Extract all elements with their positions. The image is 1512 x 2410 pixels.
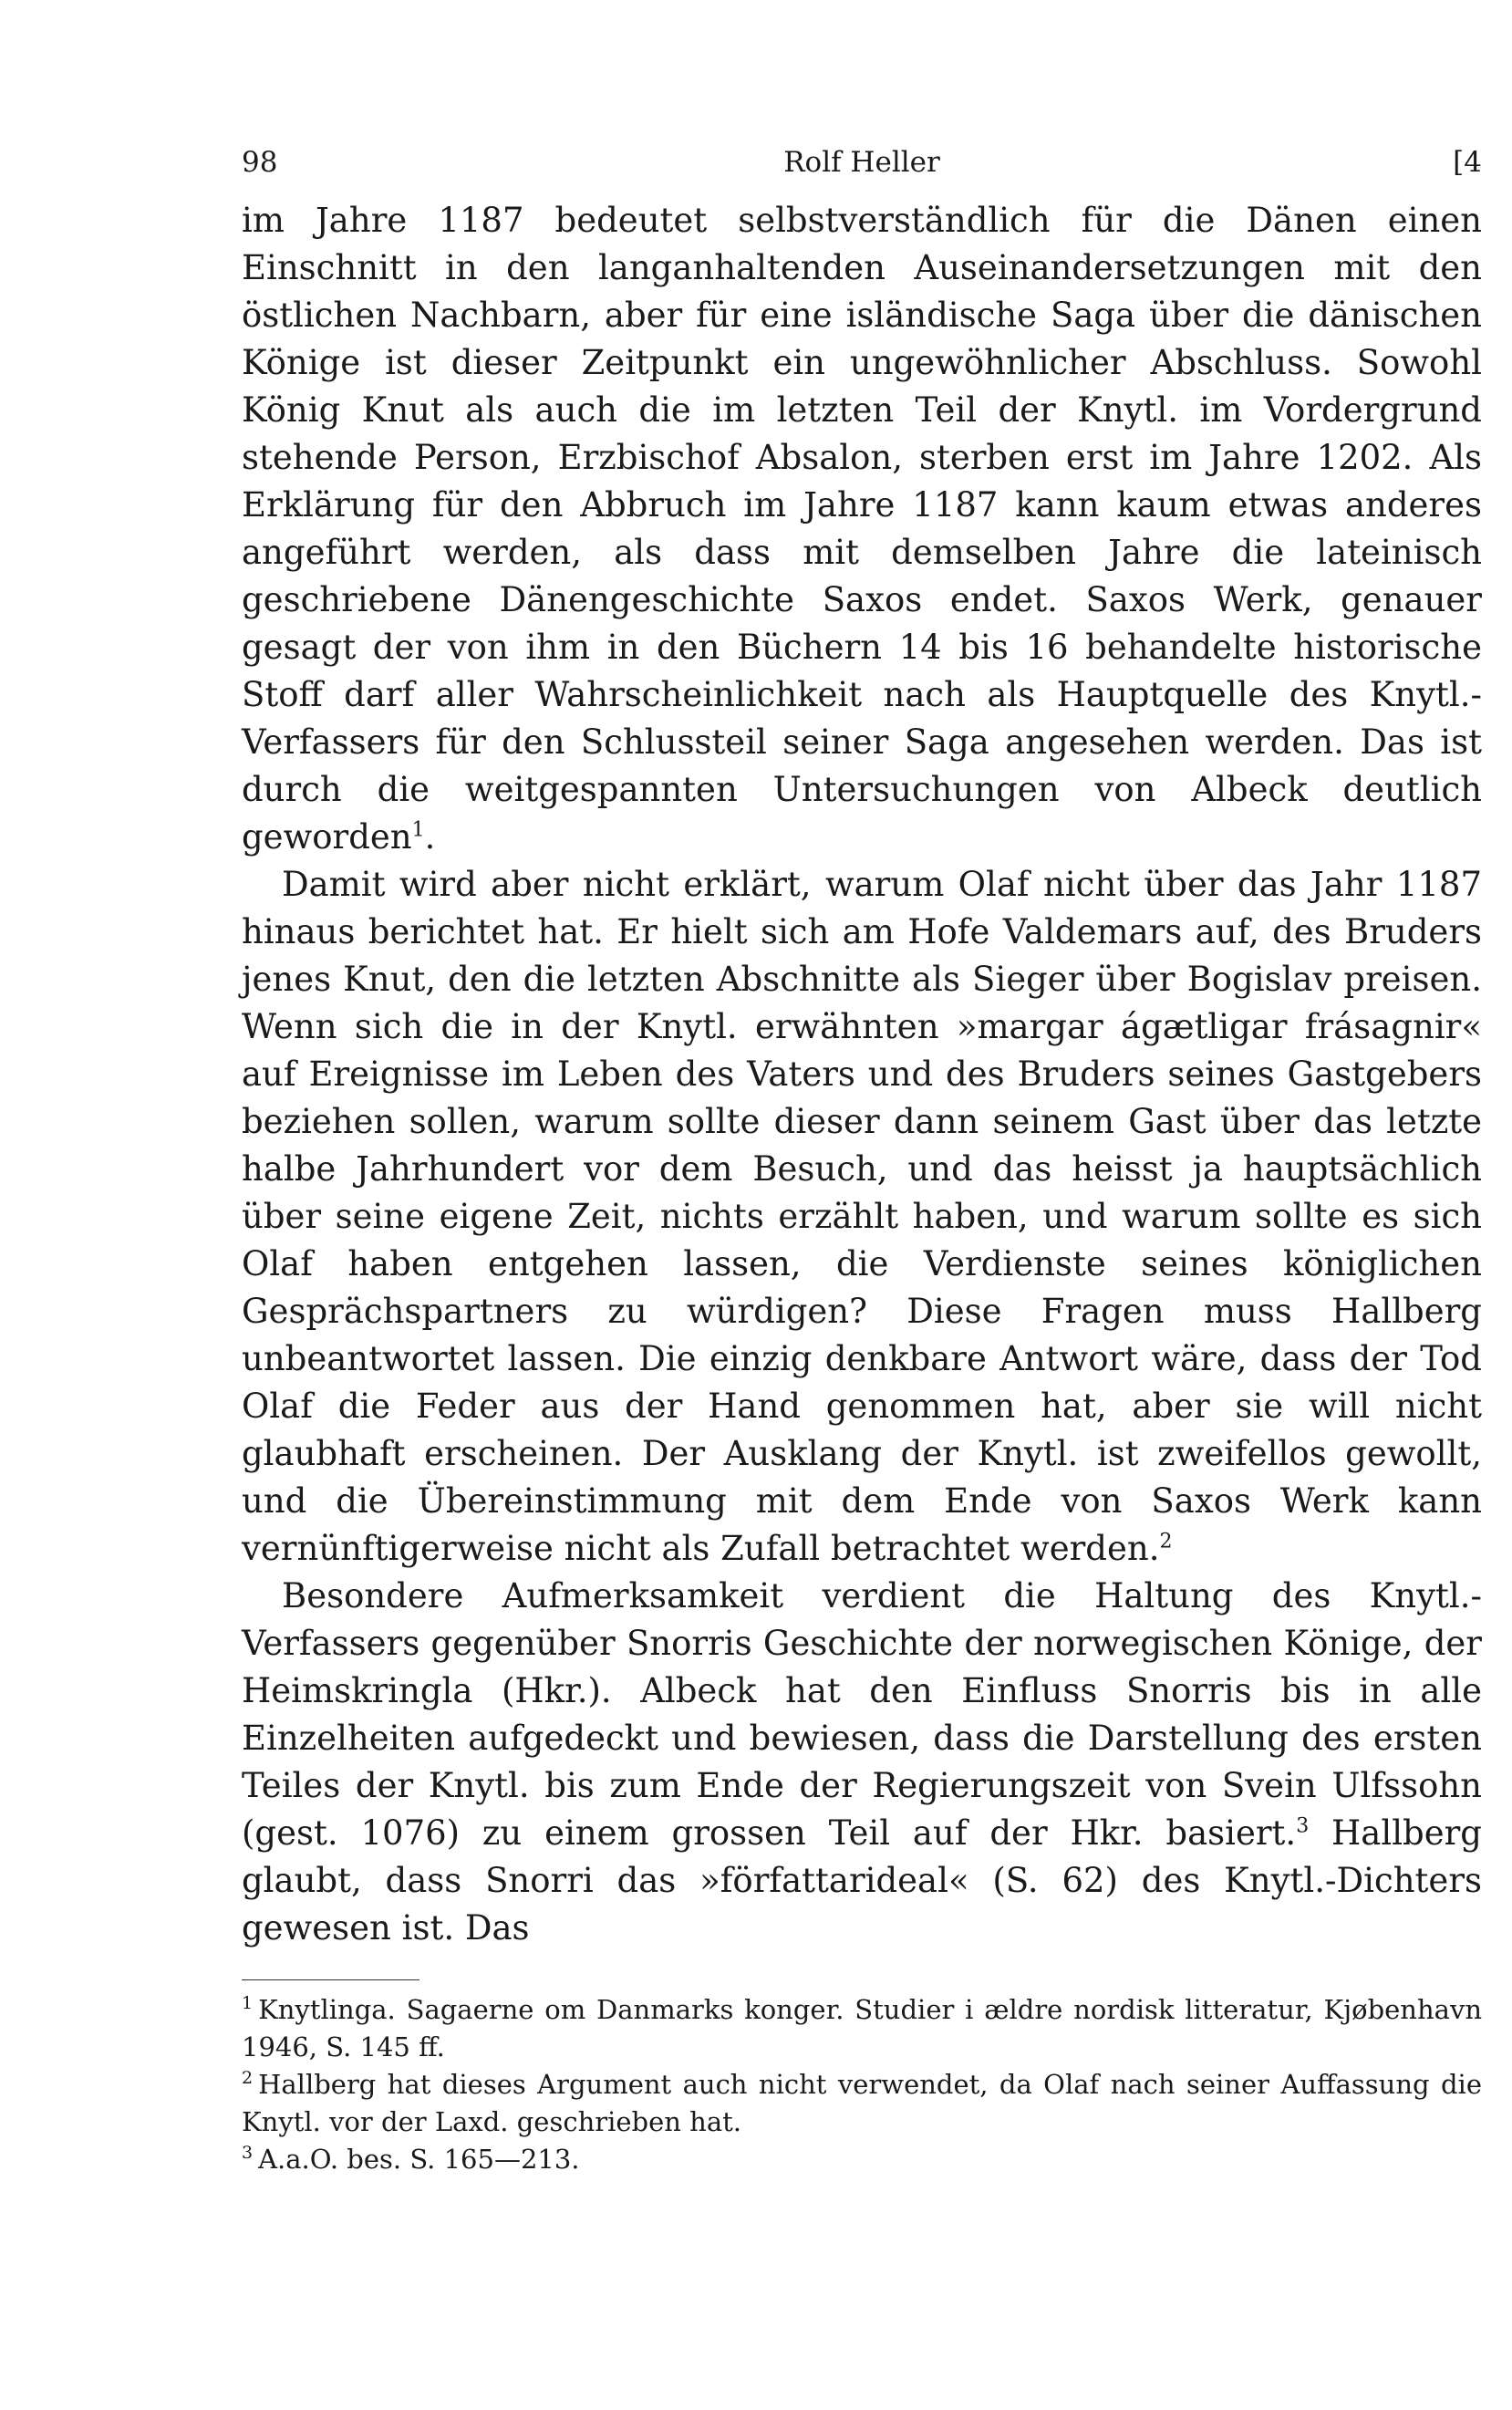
book-page (242, 137, 1482, 2178)
footnote-divider (242, 1979, 419, 1980)
footnote-3-mark: 3 (242, 2143, 254, 2164)
footnotes (242, 1991, 1482, 2178)
footnote-1-mark: 1 (242, 1993, 254, 2014)
footnote-1 (242, 1991, 1482, 2066)
footnote-3-text: A.a.O. bes. S. 165—213. (258, 2144, 580, 2175)
footnote-3 (242, 2141, 1482, 2178)
body-text (242, 197, 1482, 1952)
page-number: 98 (242, 146, 278, 179)
paragraph-3 (242, 1573, 1482, 1952)
running-head-author: Rolf Heller (783, 146, 940, 179)
running-head-section: [4 (1453, 146, 1482, 179)
footnote-2 (242, 2066, 1482, 2141)
footnote-ref-2[interactable]: 2 (1159, 1530, 1173, 1553)
paragraph-2 (242, 861, 1482, 1573)
footnote-1-text: Knytlinga. Sagaerne om Danmarks konger. Studier i ældre nordisk litteratur, Kjøbenhavn 1946, S. 145 ff. (242, 1994, 1482, 2062)
paragraph-1-end: . (424, 817, 436, 857)
paragraph-3-text-a: Besondere Aufmerksamkeit verdient die Haltung des Knytl.-Verfassers gegenüber Snorris Geschichte der norwegischen Könige, der Heimskringla (Hkr.). Albeck hat den Einfluss Snorris bis in alle Einzelheiten aufgedeckt und bewiesen, dass die Darstellung des ersten Teiles der Knytl. bis zum Ende der Regierungszeit von Svein Ulfssohn (gest. 1076) zu einem grossen Teil auf der Hkr. basiert. (242, 1576, 1482, 1853)
paragraph-1 (242, 197, 1482, 861)
footnote-2-mark: 2 (242, 2068, 254, 2089)
running-head (242, 137, 1482, 188)
paragraph-2-text: Damit wird aber nicht erklärt, warum Olaf nicht über das Jahr 1187 hinaus berichtet hat. Er hielt sich am Hofe Valdemars auf, des Bruders jenes Knut, den die letzten Abschnitte als Sieger über Bogislav preisen. Wenn sich die in der Knytl. erwähnten »margar ágætligar frásagnir« auf Ereignisse im Leben des Vaters und des Bruders seines Gastgebers beziehen sollen, warum sollte dieser dann seinem Gast über das letzte halbe Jahrhundert vor dem Besuch, und das heisst ja hauptsächlich über seine eigene Zeit, nichts erzählt haben, und warum sollte es sich Olaf haben entgehen lassen, die Verdienste seines königlichen Gesprächspartners zu würdigen? Diese Fragen muss Hallberg unbeantwortet lassen. Die einzig denkbare Antwort wäre, dass der Tod Olaf die Feder aus der Hand genommen hat, aber sie will nicht glaubhaft erscheinen. Der Ausklang der Knytl. ist zweifellos gewollt, und die Übereinstimmung mit dem Ende von Saxos Werk kann vernünftigerweise nicht als Zufall betrachtet werden. (242, 865, 1482, 1568)
paragraph-3-text-b: Hallberg glaubt, dass Snorri das »författarideal« (S. 62) des Knytl.-Dichters gewesen ist. Das (242, 1813, 1482, 1948)
footnote-ref-3[interactable]: 3 (1296, 1814, 1310, 1838)
footnote-2-text: Hallberg hat dieses Argument auch nicht verwendet, da Olaf nach seiner Auffassung die Knytl. vor der Laxd. geschrieben hat. (242, 2069, 1482, 2137)
paragraph-1-text: im Jahre 1187 bedeutet selbstverständlich für die Dänen einen Einschnitt in den langanhaltenden Auseinandersetzungen mit den östlichen Nachbarn, aber für eine isländische Saga über die dänischen Könige ist dieser Zeitpunkt ein ungewöhnlicher Abschluss. Sowohl König Knut als auch die im letzten Teil der Knytl. im Vordergrund stehende Person, Erzbischof Absalon, sterben erst im Jahre 1202. Als Erklärung für den Abbruch im Jahre 1187 kann kaum etwas anderes angeführt werden, als dass mit demselben Jahre die lateinisch geschriebene Dänengeschichte Saxos endet. Saxos Werk, genauer gesagt der von ihm in den Büchern 14 bis 16 behandelte historische Stoff darf aller Wahrscheinlichkeit nach als Hauptquelle des Knytl.-Verfassers für den Schlussteil seiner Saga angesehen werden. Das ist durch die weitgespannten Untersuchungen von Albeck deutlich geworden (242, 201, 1482, 857)
footnote-ref-1[interactable]: 1 (411, 818, 425, 842)
